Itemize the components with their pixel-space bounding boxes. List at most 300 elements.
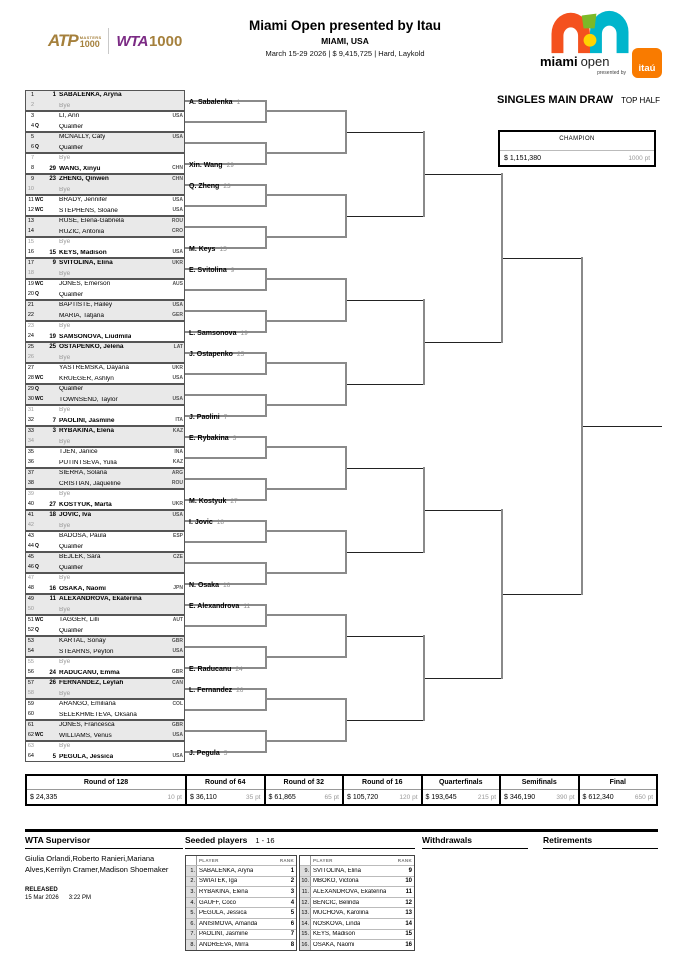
entry-tag: WC bbox=[35, 375, 44, 382]
entry-player: SABALENKA, Aryna bbox=[59, 92, 122, 98]
round-prize: $ 612,340 bbox=[582, 793, 614, 801]
r64-winner-label bbox=[189, 343, 284, 361]
entry-country: CRO bbox=[171, 228, 183, 235]
entry-number: 7 bbox=[30, 154, 34, 161]
seed-player: PAOLINI, Jasmine bbox=[199, 931, 248, 938]
winner-name: N. Osaka bbox=[189, 582, 219, 589]
champion-prize: $ 1,151,380 bbox=[504, 154, 541, 162]
round-points: 390 pt bbox=[556, 793, 575, 801]
seed-rank: 12 bbox=[405, 899, 412, 906]
winner-name: M. Keys bbox=[189, 246, 216, 253]
entry-player: ARANGO, Emiliana bbox=[59, 701, 116, 707]
entry-number: 52 bbox=[27, 627, 34, 633]
seeded-table-1-8 bbox=[185, 855, 297, 951]
entry-player: KOSTYUK, Marta bbox=[59, 501, 112, 508]
seed-player: ANDREEVA, Mirra bbox=[199, 941, 249, 948]
round-values bbox=[423, 790, 500, 804]
entry-number: 3 bbox=[30, 112, 34, 119]
entry-country: GBR bbox=[171, 721, 183, 728]
round-name: Round of 64 bbox=[187, 776, 264, 790]
r64-winner-label bbox=[189, 595, 284, 613]
bracket-line bbox=[267, 362, 347, 364]
r64-winner-label bbox=[189, 511, 284, 529]
entry-country: GBR bbox=[171, 669, 183, 676]
winner-seed: 29 bbox=[226, 162, 234, 169]
entry-number: 33 bbox=[27, 427, 34, 434]
seed-player: KEYS, Madison bbox=[313, 931, 356, 938]
entry-tag: Q bbox=[35, 564, 39, 571]
seed-number: 2. bbox=[186, 877, 197, 887]
entry-number: 40 bbox=[27, 501, 34, 507]
winner-seed: 26 bbox=[236, 687, 244, 694]
entry-tag: Q bbox=[35, 123, 39, 130]
seeded-players-title bbox=[185, 835, 415, 849]
bracket-line bbox=[185, 289, 267, 291]
r64-winner-label bbox=[189, 427, 284, 445]
entry-player: Qualifier bbox=[59, 627, 84, 634]
round-column bbox=[421, 776, 500, 804]
entry-seed: 16 bbox=[49, 585, 56, 592]
round-prize: $ 193,645 bbox=[425, 793, 457, 801]
seed-rank: 3 bbox=[290, 888, 295, 895]
entry-number: 39 bbox=[27, 490, 34, 497]
round-column bbox=[578, 776, 657, 804]
r64-winner-label bbox=[189, 175, 284, 193]
bracket-line bbox=[185, 478, 267, 480]
seed-rank: 1 bbox=[290, 867, 295, 874]
entry-player: BRADY, Jennifer bbox=[59, 197, 108, 203]
winner-name: J. Ostapenko bbox=[189, 351, 233, 358]
winner-name: L. Fernandez bbox=[189, 687, 233, 694]
atp-logo-text: ATP bbox=[48, 31, 78, 50]
entry-seed: 3 bbox=[52, 428, 56, 435]
bracket-line bbox=[267, 614, 347, 616]
round-prize: $ 61,865 bbox=[268, 793, 296, 801]
round-prize: $ 105,720 bbox=[347, 793, 379, 801]
round-column bbox=[499, 776, 578, 804]
round-values bbox=[266, 790, 343, 804]
bracket-line bbox=[267, 698, 347, 700]
entry-number: 19 bbox=[27, 280, 34, 287]
round-values bbox=[187, 790, 264, 804]
seed-row bbox=[300, 876, 414, 887]
round-prize: $ 36,110 bbox=[190, 793, 217, 801]
bracket-line bbox=[185, 709, 267, 711]
seed-player: ALEXANDROVA, Ekaterina bbox=[313, 888, 387, 895]
seed-player: PEGULA, Jessica bbox=[199, 910, 247, 917]
entry-player: Bye bbox=[59, 354, 71, 361]
round-name: Final bbox=[580, 776, 657, 790]
seed-row bbox=[186, 886, 296, 897]
entry-country: USA bbox=[172, 648, 183, 655]
entry-player: RUZIC, Antonia bbox=[59, 228, 105, 235]
seed-player: OSAKA, Naomi bbox=[313, 941, 355, 948]
seed-rank: 10 bbox=[405, 878, 412, 885]
entry-tag: Q bbox=[35, 543, 39, 550]
round-name: Round of 32 bbox=[266, 776, 343, 790]
entry-seed: 29 bbox=[49, 165, 56, 172]
entry-tag: WC bbox=[35, 207, 44, 214]
bracket-line bbox=[267, 530, 347, 532]
seed-number: 9. bbox=[300, 866, 311, 876]
r64-winner-label bbox=[189, 658, 284, 676]
entry-number: 49 bbox=[27, 595, 34, 602]
entry-player: Qualifier bbox=[59, 543, 84, 550]
entry-player: ZHENG, Qinwen bbox=[59, 176, 109, 182]
seed-header-spacer bbox=[300, 856, 311, 865]
entry-player: Qualifier bbox=[59, 144, 84, 151]
entry-number: 32 bbox=[27, 417, 34, 423]
entry-country: USA bbox=[172, 301, 183, 308]
round-name: Round of 128 bbox=[27, 776, 185, 790]
entry-player: Bye bbox=[59, 323, 71, 329]
seed-row bbox=[300, 929, 414, 940]
entry-player: BAPTISTE, Hailey bbox=[59, 302, 113, 308]
entry-player: Qualifier bbox=[59, 291, 84, 298]
entry-player: Qualifier bbox=[59, 564, 84, 571]
entry-number: 18 bbox=[27, 270, 34, 276]
entry-player: Bye bbox=[59, 102, 71, 109]
bracket-line bbox=[185, 562, 267, 564]
entry-seed: 19 bbox=[49, 333, 56, 340]
entry-number: 54 bbox=[27, 648, 34, 654]
seed-row bbox=[300, 907, 414, 918]
entry-country: USA bbox=[172, 511, 183, 518]
entry-country: AUS bbox=[172, 280, 183, 287]
bracket-line bbox=[267, 194, 347, 196]
entry-number: 44 bbox=[27, 543, 34, 549]
entry-country: ITA bbox=[175, 417, 183, 424]
entry-country: CZE bbox=[173, 553, 183, 560]
entry-player: FERNANDEZ, Leylah bbox=[59, 680, 124, 686]
released-label: RELEASED bbox=[25, 887, 58, 893]
entry-country: UKR bbox=[172, 364, 183, 371]
entry-number: 38 bbox=[27, 480, 34, 486]
entry-player: KEYS, Madison bbox=[59, 249, 107, 256]
entry-player: YASTREMSKA, Dayana bbox=[59, 365, 129, 371]
entry-country: GER bbox=[172, 312, 183, 319]
entry-player: SAMSONOVA, Liudmila bbox=[59, 333, 132, 340]
entry-country: USA bbox=[172, 732, 183, 739]
r64-winner-label bbox=[189, 679, 284, 697]
entry-number: 58 bbox=[27, 690, 34, 696]
entry-seed: 9 bbox=[52, 260, 56, 267]
winner-seed: 27 bbox=[230, 498, 238, 505]
entry-number: 23 bbox=[27, 322, 34, 329]
seed-player: MBOKO, Victoria bbox=[313, 878, 359, 885]
winner-seed: 9 bbox=[230, 267, 235, 274]
seed-player: SWIATEK, Iga bbox=[199, 878, 238, 885]
winner-seed: 23 bbox=[223, 183, 231, 190]
entry-player: SELEKHMETEVA, Oksana bbox=[59, 711, 137, 718]
released-time: 3:22 PM bbox=[68, 895, 92, 901]
entry-country: COL bbox=[172, 700, 183, 707]
entry-tag: WC bbox=[35, 732, 44, 739]
winner-seed: 7 bbox=[223, 414, 228, 421]
entry-seed: 25 bbox=[49, 344, 56, 351]
entry-tag: WC bbox=[35, 616, 44, 623]
col-rank: RANK bbox=[397, 858, 412, 863]
seeded-players-label: Seeded players bbox=[185, 835, 248, 845]
seed-row bbox=[300, 939, 414, 950]
seed-row bbox=[300, 865, 414, 876]
atp-masters-label: MASTERS bbox=[79, 35, 102, 40]
entry-number: 57 bbox=[27, 679, 34, 686]
entry-tag: Q bbox=[35, 627, 39, 634]
entry-number: 13 bbox=[27, 217, 34, 224]
supervisor-block bbox=[25, 835, 183, 901]
withdrawals-title: Withdrawals bbox=[422, 835, 528, 849]
round-prize: $ 24,335 bbox=[30, 793, 58, 801]
round-name: Semifinals bbox=[501, 776, 578, 790]
round-values bbox=[501, 790, 578, 804]
bracket-line bbox=[267, 446, 347, 448]
entry-number: 29 bbox=[27, 385, 34, 392]
round-values bbox=[580, 790, 657, 804]
entry-country: LAT bbox=[173, 343, 183, 350]
bracket-line bbox=[503, 594, 583, 595]
seed-header-spacer bbox=[186, 856, 197, 865]
seed-rank: 2 bbox=[290, 878, 295, 885]
entry-seed: 27 bbox=[49, 501, 56, 508]
entry-number: 60 bbox=[27, 711, 34, 717]
winner-seed: 11 bbox=[243, 603, 251, 610]
winner-seed: 5 bbox=[223, 750, 228, 757]
bracket-line bbox=[347, 300, 425, 301]
presented-by-label: presented by bbox=[597, 70, 626, 76]
seed-number: 14. bbox=[301, 920, 310, 927]
retirements-block bbox=[543, 835, 658, 849]
entry-player: RADUCANU, Emma bbox=[59, 669, 120, 676]
prize-points-table bbox=[25, 774, 658, 806]
bracket-line bbox=[185, 205, 267, 207]
winner-name: E. Rybakina bbox=[189, 435, 229, 442]
round-points: 120 pt bbox=[399, 793, 418, 801]
entry-country: ESP bbox=[172, 532, 183, 539]
bracket-line bbox=[185, 625, 267, 627]
seed-row bbox=[186, 865, 296, 876]
seed-rank: 14 bbox=[405, 920, 412, 927]
entry-number: 28 bbox=[27, 375, 34, 381]
seeded-players-tables bbox=[185, 855, 415, 951]
seed-rank: 5 bbox=[290, 910, 295, 917]
r64-winner-label bbox=[189, 154, 284, 172]
entry-player: TJEN, Janice bbox=[59, 449, 98, 455]
supervisor-title: WTA Supervisor bbox=[25, 835, 183, 849]
seed-number: 11. bbox=[301, 888, 310, 895]
bracket-line bbox=[185, 121, 267, 123]
winner-seed: 19 bbox=[240, 330, 248, 337]
entry-country: USA bbox=[172, 249, 183, 256]
bracket-line bbox=[185, 142, 267, 144]
seed-rank: 8 bbox=[290, 941, 295, 948]
winner-seed: 25 bbox=[236, 351, 245, 358]
entry-player: Bye bbox=[59, 270, 71, 277]
r64-winner-label bbox=[189, 490, 284, 508]
round-column bbox=[185, 776, 264, 804]
entry-number: 1 bbox=[30, 91, 34, 98]
champion-label: CHAMPION bbox=[559, 136, 595, 142]
entry-number: 45 bbox=[27, 553, 34, 560]
entry-player: Bye bbox=[59, 659, 71, 665]
bracket-line bbox=[185, 646, 267, 648]
entry-country: UKR bbox=[172, 501, 183, 508]
entry-player: Bye bbox=[59, 491, 71, 497]
seeded-table-9-16 bbox=[299, 855, 415, 951]
r64-winner-label bbox=[189, 742, 284, 760]
seed-rank: 4 bbox=[290, 899, 295, 906]
round-column bbox=[264, 776, 343, 804]
entry-player: KRUEGER, Ashlyn bbox=[59, 375, 114, 382]
winner-name: A. Sabalenka bbox=[189, 99, 233, 106]
entry-number: 17 bbox=[27, 259, 34, 266]
seed-rank: 7 bbox=[290, 931, 295, 938]
bracket-line bbox=[347, 468, 425, 469]
released-date: 15 Mar 2026 bbox=[25, 895, 59, 901]
seed-player: SABALENKA, Aryna bbox=[199, 867, 254, 874]
round-name: Quarterfinals bbox=[423, 776, 500, 790]
seed-player: BENCIC, Belinda bbox=[313, 899, 360, 906]
bracket-line bbox=[267, 110, 347, 112]
entry-number: 30 bbox=[27, 396, 34, 402]
entry-country: AUT bbox=[172, 616, 183, 623]
entry-number: 26 bbox=[27, 354, 34, 360]
entry-seed: 26 bbox=[49, 680, 56, 687]
entry-number: 15 bbox=[27, 238, 34, 245]
entry-player: RYBAKINA, Elena bbox=[59, 428, 115, 434]
bracket-line bbox=[347, 636, 425, 637]
entry-seed: 1 bbox=[52, 92, 56, 99]
seed-player: RYBAKINA, Elena bbox=[199, 888, 248, 895]
entry-player: Bye bbox=[59, 606, 71, 613]
entry-number: 34 bbox=[27, 438, 34, 444]
retirements-title: Retirements bbox=[543, 835, 658, 849]
entry-number: 61 bbox=[27, 721, 34, 728]
entry-number: 27 bbox=[27, 364, 34, 371]
entry-country: USA bbox=[172, 112, 183, 119]
entry-number: 50 bbox=[27, 606, 34, 612]
entry-number: 16 bbox=[27, 249, 34, 255]
round-prize: $ 346,190 bbox=[504, 793, 536, 801]
seed-number: 7. bbox=[186, 930, 197, 940]
seed-number: 15. bbox=[301, 931, 310, 938]
seed-number: 8. bbox=[186, 940, 197, 950]
seed-row bbox=[186, 939, 296, 950]
winner-name: E. Alexandrova bbox=[189, 603, 240, 610]
seed-row bbox=[300, 897, 414, 908]
winner-name: I. Jovic bbox=[189, 519, 213, 526]
col-player: PLAYER bbox=[313, 858, 333, 863]
seed-row bbox=[186, 907, 296, 918]
entry-seed: 11 bbox=[49, 596, 56, 603]
entry-number: 51 bbox=[27, 616, 34, 623]
entry-player: BEJLEK, Sara bbox=[59, 554, 101, 560]
seeded-players-block bbox=[185, 835, 415, 951]
entry-number: 36 bbox=[27, 459, 34, 465]
r64-winner-label bbox=[189, 322, 284, 340]
seed-rank: 13 bbox=[405, 910, 412, 917]
entry-seed: 23 bbox=[49, 176, 56, 183]
entry-tag: WC bbox=[35, 396, 44, 403]
entry-player: STEPHENS, Sloane bbox=[59, 207, 118, 214]
entry-country: USA bbox=[172, 375, 183, 382]
entry-number: 53 bbox=[27, 637, 34, 644]
entry-number: 12 bbox=[27, 207, 34, 213]
tournament-title: Miami Open presented by Itau bbox=[248, 18, 442, 33]
entry-number: 55 bbox=[27, 658, 34, 665]
winner-name: E. Svitolina bbox=[189, 267, 227, 274]
entry-player: BADOSA, Paula bbox=[59, 533, 107, 539]
entry-number: 59 bbox=[27, 700, 34, 707]
wta-1000-label: 1000 bbox=[148, 32, 183, 50]
entry-number: 64 bbox=[27, 753, 34, 759]
bracket-line bbox=[185, 541, 267, 543]
bracket-line bbox=[425, 678, 503, 679]
entry-number: 63 bbox=[27, 742, 34, 749]
entry-country: ROU bbox=[171, 217, 183, 224]
seed-number: 4. bbox=[186, 898, 197, 908]
entry-number: 2 bbox=[30, 102, 34, 108]
bracket-line bbox=[347, 132, 425, 133]
seed-row bbox=[186, 876, 296, 887]
bracket-line bbox=[425, 174, 503, 175]
entry-tag: Q bbox=[35, 291, 39, 298]
seed-rank: 9 bbox=[408, 867, 412, 874]
entry-country: CAN bbox=[172, 679, 183, 686]
seed-rank: 15 bbox=[405, 931, 412, 938]
bracket-line bbox=[185, 394, 267, 396]
withdrawals-block bbox=[422, 835, 528, 849]
entry-player: Bye bbox=[59, 575, 71, 581]
entry-number: 56 bbox=[27, 669, 34, 675]
entry-player: RUSE, Elena-Gabriela bbox=[59, 218, 125, 224]
entry-player: PEGULA, Jessica bbox=[59, 753, 114, 760]
entry-number: 8 bbox=[30, 165, 34, 171]
entry-number: 41 bbox=[27, 511, 34, 518]
seed-rank: 16 bbox=[405, 941, 412, 948]
entry-number: 11 bbox=[28, 196, 34, 203]
entry-player: JOVIC, Iva bbox=[59, 512, 92, 518]
tournament-details: March 15-29 2026 | $ 9,415,725 | Hard, Laykold bbox=[265, 49, 425, 58]
entry-number: 9 bbox=[30, 175, 34, 182]
entry-player: Bye bbox=[59, 438, 71, 445]
entry-number: 37 bbox=[27, 469, 34, 476]
entry-player: Qualifier bbox=[59, 386, 84, 392]
entry-country: CHN bbox=[172, 175, 183, 182]
winner-seed: 3 bbox=[232, 435, 237, 442]
seed-row bbox=[186, 918, 296, 929]
round-values bbox=[27, 790, 185, 804]
seed-number: 1. bbox=[186, 866, 197, 876]
bracket-line bbox=[425, 342, 503, 343]
entry-number: 43 bbox=[27, 532, 34, 539]
entry-country: ROU bbox=[171, 480, 183, 487]
entry-player: LI, Ann bbox=[59, 113, 80, 119]
entry-country: GBR bbox=[171, 637, 183, 644]
bracket-line bbox=[185, 373, 267, 375]
entry-country: USA bbox=[172, 196, 183, 203]
entry-country: USA bbox=[172, 396, 183, 403]
bracket-line bbox=[503, 258, 583, 259]
seed-player: NOSKOVA, Linda bbox=[313, 920, 361, 927]
seed-player: SVITOLINA, Elina bbox=[313, 867, 361, 874]
round-column bbox=[27, 776, 185, 804]
r64-winner-label bbox=[189, 406, 284, 424]
r64-winner-label bbox=[189, 238, 284, 256]
round-points: 10 pt bbox=[167, 793, 182, 801]
bracket-line bbox=[347, 384, 425, 385]
entry-player: OSAKA, Naomi bbox=[59, 585, 106, 592]
